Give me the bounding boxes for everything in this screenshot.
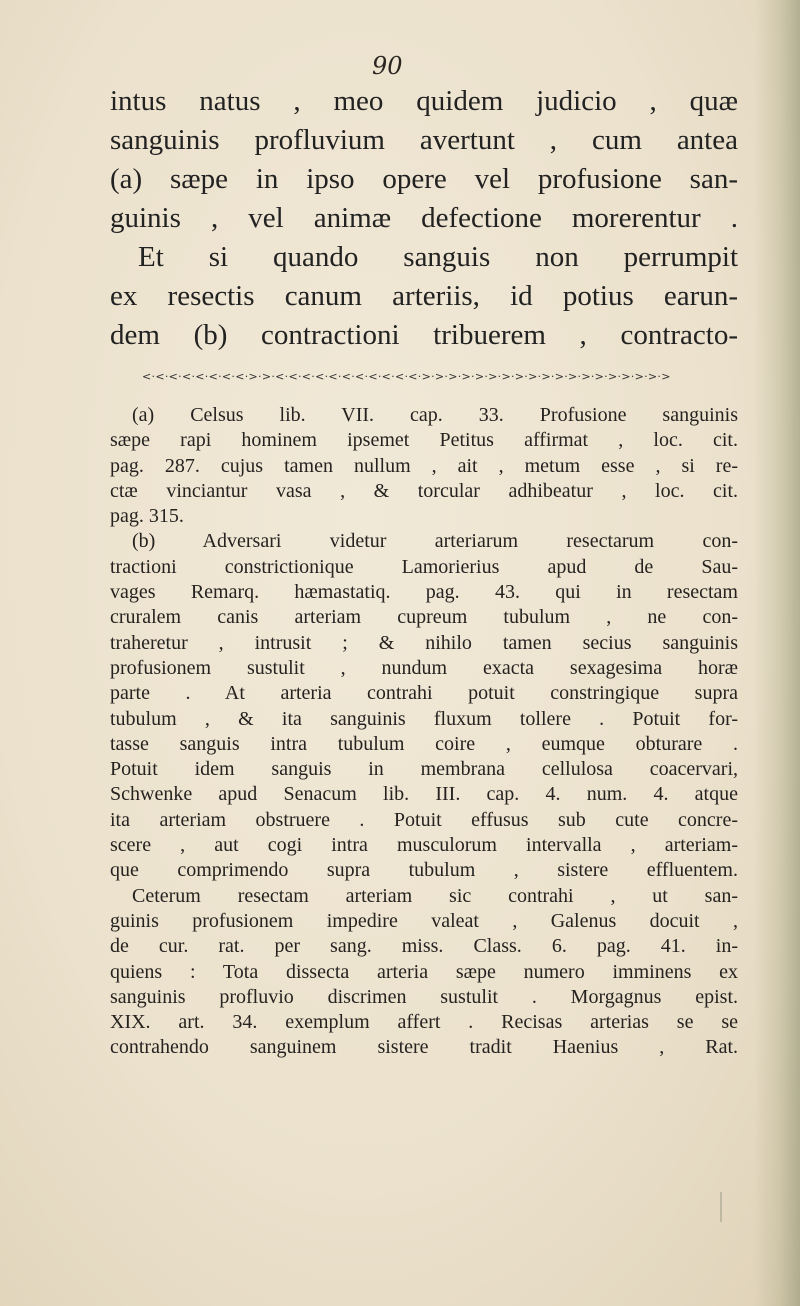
footnote-line: guinis profusionem impedire valeat , Galenus docuit , xyxy=(110,909,738,932)
footnote-line: cruralem canis arteriam cupreum tubulum , ne con- xyxy=(110,606,738,629)
paper-blemish xyxy=(720,1192,722,1222)
footnote-line: ctæ vinciantur vasa , & torcular adhibeatur , loc. cit. xyxy=(110,479,738,502)
main-text-line: dem (b) contractioni tribuerem , contracto- xyxy=(110,319,738,351)
footnote-line: contrahendo sanguinem sistere tradit Haenius , Rat. xyxy=(110,1036,738,1059)
main-text-line: guinis , vel animæ defectione morerentur . xyxy=(110,202,738,234)
footnote-line: quiens : Tota dissecta arteria sæpe numero imminens ex xyxy=(110,960,738,983)
main-text-line: intus natus , meo quidem judicio , quæ xyxy=(110,85,738,117)
footnote-line: Potuit idem sanguis in membrana cellulosa coacervari, xyxy=(110,758,738,781)
main-text-block xyxy=(110,82,738,355)
footnote-line: sanguinis profluvio discrimen sustulit . Morgagnus epist. xyxy=(110,985,738,1008)
footnote-line: de cur. rat. per sang. miss. Class. 6. pag. 41. in- xyxy=(110,935,738,958)
footnote-line: traheretur , intrusit ; & nihilo tamen secius sanguinis xyxy=(110,631,738,654)
footnote-line: Schwenke apud Senacum lib. III. cap. 4. num. 4. atque xyxy=(110,783,738,806)
footnote-line: ita arteriam obstruere . Potuit effusus sub cute concre- xyxy=(110,808,738,831)
footnote-line: tubulum , & ita sanguinis fluxum tollere . Potuit for- xyxy=(110,707,738,730)
footnote-line: (a) Celsus lib. VII. cap. 33. Profusione sanguinis xyxy=(132,404,738,426)
footnote-line: que comprimendo supra tubulum , sistere effluentem. xyxy=(110,859,738,882)
footnote-line: XIX. art. 34. exemplum affert . Recisas arterias se se xyxy=(110,1011,738,1034)
footnote-line: sæpe rapi hominem ipsemet Petitus affirmat , loc. cit. xyxy=(110,429,738,452)
main-text-line: Et si quando sanguis non perrumpit xyxy=(138,241,738,273)
footnote-line: scere , aut cogi intra musculorum intervalla , arteriam- xyxy=(110,834,738,857)
footnote-line: vages Remarq. hæmastatiq. pag. 43. qui in resectam xyxy=(110,581,738,604)
decorative-rule: <·<·<·<·<·<·<·<·>·>·<·<·<·<·<·<·<·<·<·<·<·>·>·>·>·>·>·>·>·>·>·>·>·>·>·>·>·>·>·> xyxy=(142,370,671,383)
main-text-line: ex resectis canum arteriis, id potius earun- xyxy=(110,280,738,312)
page-number: 90 xyxy=(372,52,403,80)
footnote-line: profusionem sustulit , nundum exacta sexagesima horæ xyxy=(110,656,738,679)
footnote-line: pag. 287. cujus tamen nullum , ait , metum esse , si re- xyxy=(110,454,738,477)
footnote-line: pag. 315. xyxy=(110,505,184,528)
footnote-line: tasse sanguis intra tubulum coire , eumque obturare . xyxy=(110,732,738,755)
main-text-line: sanguinis profluvium avertunt , cum antea xyxy=(110,124,738,156)
footnotes-block xyxy=(110,403,738,1061)
footnote-line: (b) Adversari videtur arteriarum resectarum con- xyxy=(132,530,738,553)
footnote-line: parte . At arteria contrahi potuit constringique supra xyxy=(110,682,738,705)
main-text-line: (a) sæpe in ipso opere vel profusione san- xyxy=(110,163,738,195)
footnote-line: Ceterum resectam arteriam sic contrahi , ut san- xyxy=(132,884,738,907)
page-gutter-shadow xyxy=(754,0,800,1306)
footnote-line: tractioni constrictionique Lamorierius apud de Sau- xyxy=(110,555,738,578)
